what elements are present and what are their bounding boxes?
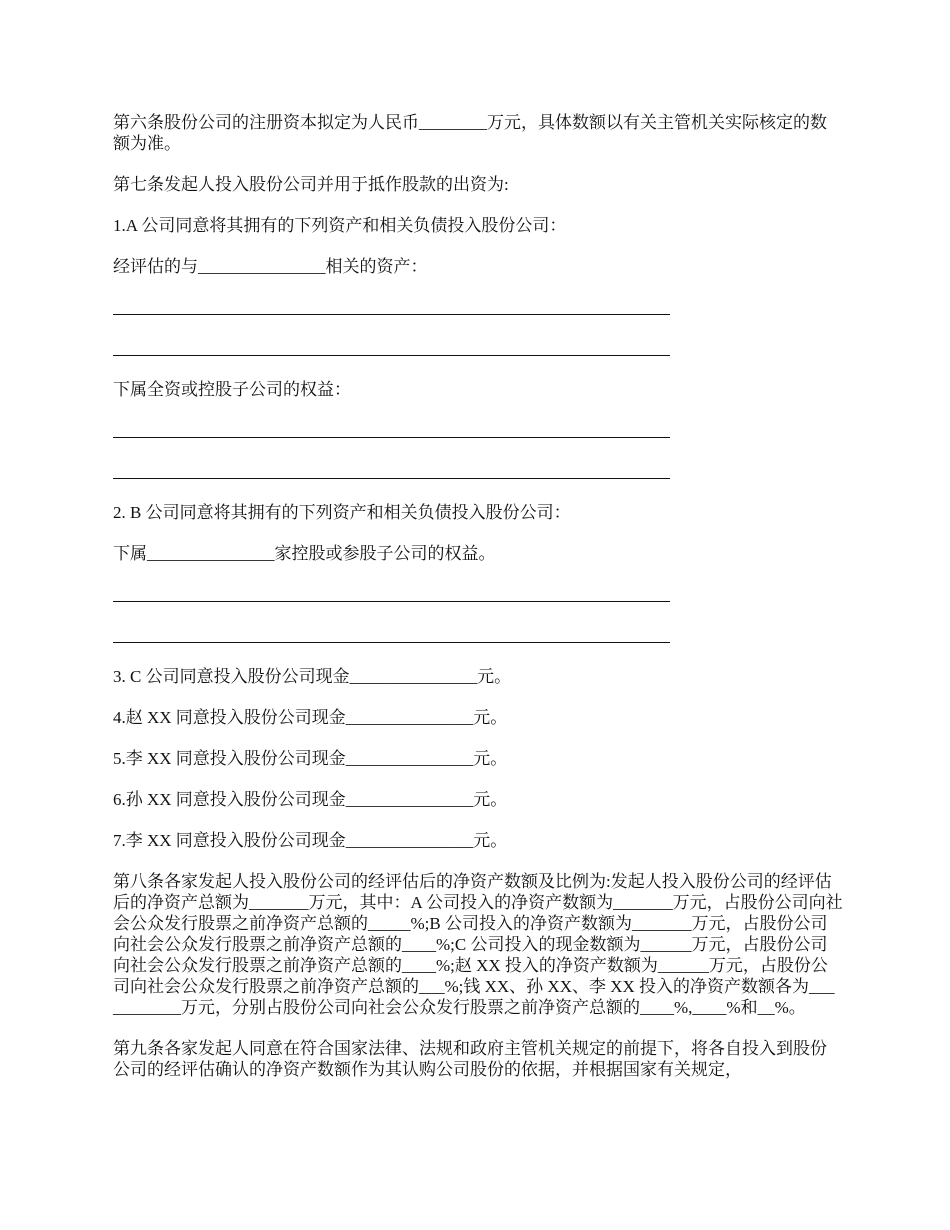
item-5-li-cash: 5.李 XX 同意投入股份公司现金_______________元。 <box>113 749 508 768</box>
fill-in-blank-line <box>113 297 843 318</box>
blank-rule <box>113 355 670 356</box>
item-2-b-company: 2. B 公司同意将其拥有的下列资产和相关负债投入股份公司： <box>113 503 571 522</box>
subsidiary-equity-line: 下属全资或控股子公司的权益： <box>113 380 351 399</box>
item-1-a-company: 1.A 公司同意将其拥有的下列资产和相关负债投入股份公司： <box>113 216 567 235</box>
blank-rule <box>113 478 670 479</box>
blank-rule <box>113 437 670 438</box>
article-9-paragraph: 第九条各家发起人同意在符合国家法律、法规和政府主管机关规定的前提下，将各自投入到股份公司的经评估确认的净资产数额作为其认购公司股份的依据，并根据国家有关规定， <box>113 1039 827 1079</box>
item-6-sun-cash: 6.孙 XX 同意投入股份公司现金_______________元。 <box>113 790 508 809</box>
item-7-li-cash: 7.李 XX 同意投入股份公司现金_______________元。 <box>113 831 508 850</box>
item-3-c-company-cash: 3. C 公司同意投入股份公司现金_______________元。 <box>113 667 512 686</box>
article-6-paragraph: 第六条股份公司的注册资本拟定为人民币________万元，具体数额以有关主管机关实际核定的数额为准。 <box>113 113 827 153</box>
fill-in-blank-line <box>113 338 843 359</box>
fill-in-blank-line <box>113 584 843 605</box>
fill-in-blank-line <box>113 625 843 646</box>
fill-in-blank-line <box>113 461 843 482</box>
article-7-paragraph: 第七条发起人投入股份公司并用于抵作股款的出资为: <box>113 175 509 194</box>
item-4-zhao-cash: 4.赵 XX 同意投入股份公司现金_______________元。 <box>113 708 508 727</box>
blank-rule <box>113 601 670 602</box>
subsidiary-count-line: 下属_______________家控股或参股子公司的权益。 <box>113 544 496 563</box>
evaluated-assets-line: 经评估的与_______________相关的资产： <box>113 257 428 276</box>
document-body <box>113 112 843 1100</box>
blank-rule <box>113 314 670 315</box>
blank-rule <box>113 642 670 643</box>
article-8-paragraph: 第八条各家发起人投入股份公司的经评估后的净资产数额及比例为:发起人投入股份公司的经评估后的净资产总额为_______万元，其中：A 公司投入的净资产数额为_______万元，占股份公司向社会公众发行股票之前净资产总额的_____%;B 公司投入的净资产数额为_______万元，占股份公司向社会公众发行股票之前净资产总额的____%;C 公司投入的现金数额为______万元，占股份公司向社会公众发行股票之前净资产总额的____%;赵 XX 投入的净资产数额为______万元，占股份公司向社会公众发行股票之前净资产总额的___%;钱 XX、孙 XX、李 XX 投入的净资产数额各为___________万元，分别占股份公司向社会公众发行股票之前净资产总额的____%,____%和__%。 <box>113 872 843 1017</box>
fill-in-blank-line <box>113 420 843 441</box>
